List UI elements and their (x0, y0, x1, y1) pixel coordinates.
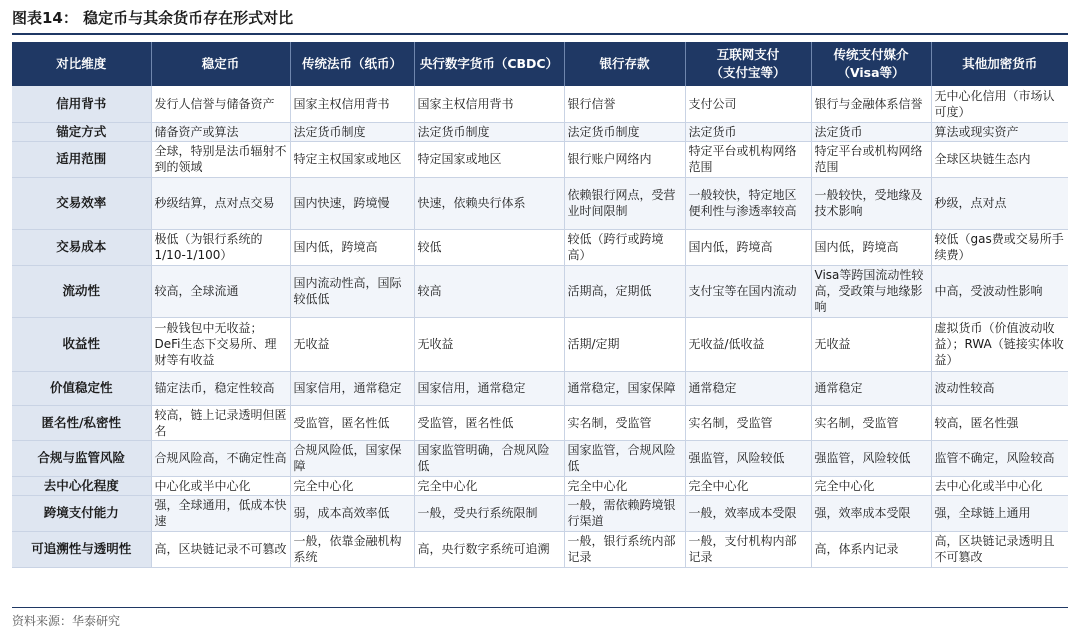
table-cell: 全球区块链生态内 (931, 141, 1068, 177)
table-cell: 法定货币制度 (414, 122, 564, 141)
table-cell: 较低（跨行或跨境高） (564, 229, 685, 265)
table-cell: 虚拟货币（价值波动收益）；RWA（链接实体收益） (931, 317, 1068, 371)
table-cell: 去中心化或半中心化 (931, 476, 1068, 495)
row-dimension-label: 价值稳定性 (12, 371, 151, 405)
table-cell: 一般，受央行系统限制 (414, 495, 564, 531)
table-cell: 高，体系内记录 (811, 531, 931, 567)
figure-title: 图表14： 稳定币与其余货币存在形式对比 (12, 9, 294, 27)
table-body (12, 86, 1068, 567)
table-cell: 一般较快，受地缘及技术影响 (811, 177, 931, 229)
table-cell: 完全中心化 (564, 476, 685, 495)
table-cell: 实名制，受监管 (685, 405, 811, 440)
table-cell: 特定国家或地区 (414, 141, 564, 177)
table-cell: 国家监管，合规风险低 (564, 440, 685, 476)
table-cell: 法定货币 (811, 122, 931, 141)
table-cell: 国内流动性高，国际较低低 (290, 265, 414, 317)
table-cell: 活期高，定期低 (564, 265, 685, 317)
table-cell: 较高，链上记录透明但匿名 (151, 405, 290, 440)
table-cell: 一般，需依赖跨境银行渠道 (564, 495, 685, 531)
table-cell: 储备资产或算法 (151, 122, 290, 141)
column-header: 对比维度 (12, 42, 151, 86)
row-dimension-label: 合规与监管风险 (12, 440, 151, 476)
table-cell: 国内快速，跨境慢 (290, 177, 414, 229)
table-header-row (12, 42, 1068, 86)
table-cell: 一般，效率成本受限 (685, 495, 811, 531)
table-cell: 秒级结算，点对点交易 (151, 177, 290, 229)
table-cell: 弱，成本高效率低 (290, 495, 414, 531)
table-cell: 通常稳定 (811, 371, 931, 405)
table-cell: 银行信誉 (564, 86, 685, 122)
table-cell: 高，区块链记录不可篡改 (151, 531, 290, 567)
table-cell: 实名制，受监管 (564, 405, 685, 440)
table-cell: 高，区块链记录透明且不可篡改 (931, 531, 1068, 567)
table-cell: 较低 (414, 229, 564, 265)
table-cell: 活期/定期 (564, 317, 685, 371)
table-row (12, 371, 1068, 405)
row-dimension-label: 信用背书 (12, 86, 151, 122)
table-cell: 一般，支付机构内部记录 (685, 531, 811, 567)
table-row (12, 86, 1068, 122)
table-cell: Visa等跨国流动性较高，受政策与地缘影响 (811, 265, 931, 317)
table-cell: 合规风险低，国家保障 (290, 440, 414, 476)
table-cell: 法定货币 (685, 122, 811, 141)
table-row (12, 476, 1068, 495)
table-cell: 中心化或半中心化 (151, 476, 290, 495)
row-dimension-label: 交易成本 (12, 229, 151, 265)
table-row (12, 495, 1068, 531)
table-cell: 特定平台或机构网络范围 (811, 141, 931, 177)
table-cell: 极低（为银行系统的1/10-1/100） (151, 229, 290, 265)
table-cell: 国内低，跨境高 (290, 229, 414, 265)
table-row (12, 405, 1068, 440)
table-cell: 受监管，匿名性低 (414, 405, 564, 440)
table-row (12, 265, 1068, 317)
table-cell: 支付宝等在国内流动 (685, 265, 811, 317)
table-cell: 强，全球通用，低成本快速 (151, 495, 290, 531)
row-dimension-label: 流动性 (12, 265, 151, 317)
row-dimension-label: 收益性 (12, 317, 151, 371)
table-cell: 无收益/低收益 (685, 317, 811, 371)
title-divider (12, 33, 1068, 35)
bottom-divider (12, 607, 1068, 608)
table-cell: 完全中心化 (811, 476, 931, 495)
table-cell: 较高 (414, 265, 564, 317)
column-header: 互联网支付 （支付宝等） (685, 42, 811, 86)
source-note: 资料来源：华泰研究 (12, 614, 121, 628)
table-row (12, 177, 1068, 229)
table-cell: 国家监管明确，合规风险低 (414, 440, 564, 476)
table-row (12, 229, 1068, 265)
table-cell: 依赖银行网点，受营业时间限制 (564, 177, 685, 229)
table-cell: 监管不确定，风险较高 (931, 440, 1068, 476)
table-cell: 通常稳定 (685, 371, 811, 405)
table-cell: 无收益 (811, 317, 931, 371)
table-cell: 受监管，匿名性低 (290, 405, 414, 440)
row-dimension-label: 去中心化程度 (12, 476, 151, 495)
row-dimension-label: 适用范围 (12, 141, 151, 177)
column-header: 银行存款 (564, 42, 685, 86)
table-cell: 国家主权信用背书 (290, 86, 414, 122)
table-cell: 快速，依赖央行体系 (414, 177, 564, 229)
table-cell: 国家信用，通常稳定 (290, 371, 414, 405)
table-cell: 一般较快，特定地区便利性与渗透率较高 (685, 177, 811, 229)
table-cell: 国家主权信用背书 (414, 86, 564, 122)
table-cell: 银行账户网络内 (564, 141, 685, 177)
table-cell: 法定货币制度 (564, 122, 685, 141)
table-cell: 秒级，点对点 (931, 177, 1068, 229)
table-cell: 无收益 (290, 317, 414, 371)
comparison-table (12, 42, 1068, 568)
column-header: 其他加密货币 (931, 42, 1068, 86)
table-cell: 支付公司 (685, 86, 811, 122)
table-cell: 实名制，受监管 (811, 405, 931, 440)
table-cell: 算法或现实资产 (931, 122, 1068, 141)
table-cell: 通常稳定，国家保障 (564, 371, 685, 405)
table-cell: 无中心化信用（市场认可度） (931, 86, 1068, 122)
table-cell: 国内低，跨境高 (685, 229, 811, 265)
row-dimension-label: 匿名性/私密性 (12, 405, 151, 440)
table-cell: 锚定法币，稳定性较高 (151, 371, 290, 405)
table-cell: 强，全球链上通用 (931, 495, 1068, 531)
table-cell: 国内低，跨境高 (811, 229, 931, 265)
table-cell: 较高，匿名性强 (931, 405, 1068, 440)
table-cell: 强，效率成本受限 (811, 495, 931, 531)
table-cell: 高，央行数字系统可追溯 (414, 531, 564, 567)
table-cell: 全球，特别是法币辐射不到的领域 (151, 141, 290, 177)
table-cell: 强监管，风险较低 (685, 440, 811, 476)
table-cell: 完全中心化 (290, 476, 414, 495)
table-cell: 完全中心化 (414, 476, 564, 495)
table-row (12, 531, 1068, 567)
table-row (12, 141, 1068, 177)
row-dimension-label: 跨境支付能力 (12, 495, 151, 531)
table-cell: 一般，依靠金融机构系统 (290, 531, 414, 567)
table-cell: 合规风险高，不确定性高 (151, 440, 290, 476)
table-cell: 波动性较高 (931, 371, 1068, 405)
table-cell: 强监管，风险较低 (811, 440, 931, 476)
row-dimension-label: 交易效率 (12, 177, 151, 229)
table-cell: 银行与金融体系信誉 (811, 86, 931, 122)
table-cell: 较低（gas费或交易所手续费） (931, 229, 1068, 265)
column-header: 传统支付媒介 （Visa等） (811, 42, 931, 86)
table-cell: 完全中心化 (685, 476, 811, 495)
table-row (12, 122, 1068, 141)
table-cell: 特定主权国家或地区 (290, 141, 414, 177)
row-dimension-label: 锚定方式 (12, 122, 151, 141)
table-row (12, 440, 1068, 476)
table-cell: 一般，银行系统内部记录 (564, 531, 685, 567)
table-cell: 特定平台或机构网络范围 (685, 141, 811, 177)
table-cell: 无收益 (414, 317, 564, 371)
row-dimension-label: 可追溯性与透明性 (12, 531, 151, 567)
table-cell: 一般钱包中无收益；DeFi生态下交易所、理财等有收益 (151, 317, 290, 371)
table-cell: 较高，全球流通 (151, 265, 290, 317)
column-header: 央行数字货币（CBDC） (414, 42, 564, 86)
column-header: 传统法币（纸币） (290, 42, 414, 86)
column-header: 稳定币 (151, 42, 290, 86)
table-row (12, 317, 1068, 371)
table-cell: 中高，受波动性影响 (931, 265, 1068, 317)
table-cell: 法定货币制度 (290, 122, 414, 141)
table-cell: 发行人信誉与储备资产 (151, 86, 290, 122)
table-cell: 国家信用，通常稳定 (414, 371, 564, 405)
